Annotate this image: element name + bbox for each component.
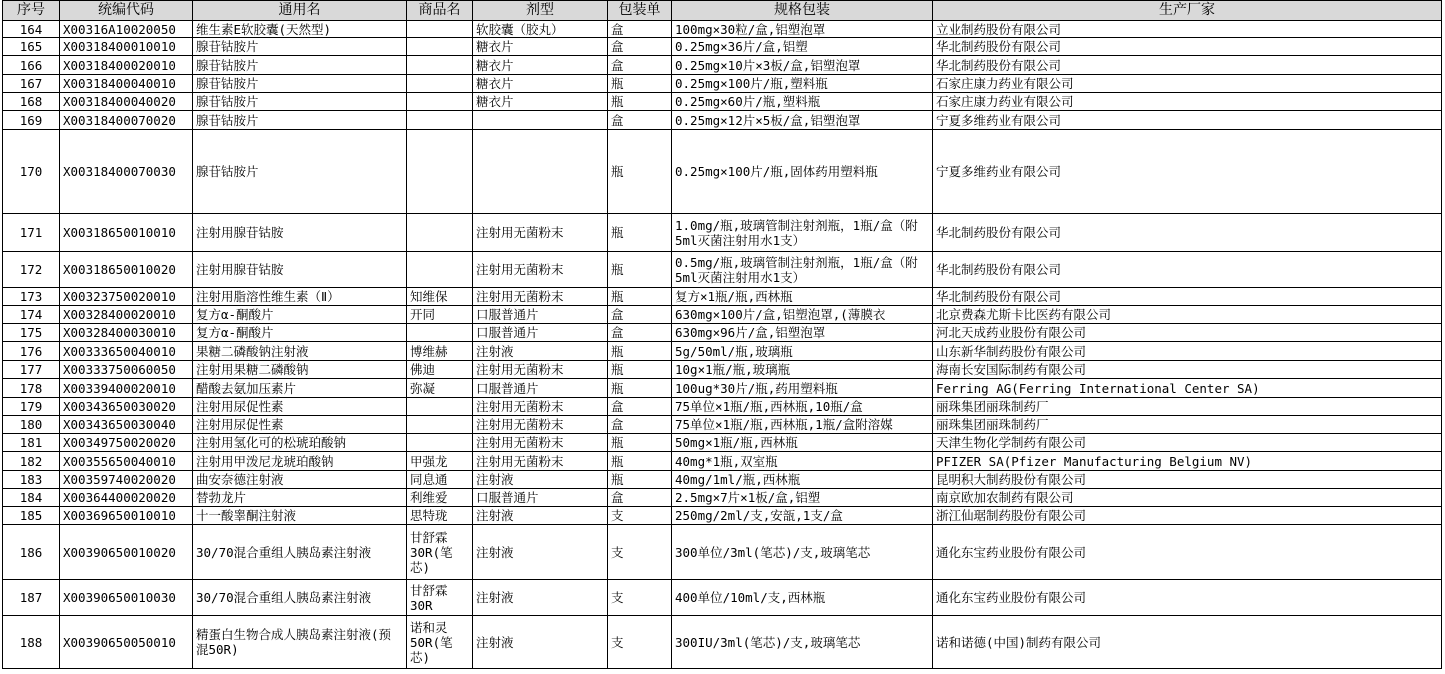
header-row	[3, 1, 1442, 21]
cell-spec-package: 250mg/2ml/支,安瓿,1支/盒	[672, 507, 933, 525]
cell-package-unit: 支	[608, 616, 672, 669]
cell-spec-package: 100mg×30粒/盒,铝塑泡罩	[672, 21, 933, 38]
cell-generic-name: 腺苷钴胺片	[193, 75, 407, 93]
table-row	[3, 214, 1442, 252]
table-row	[3, 471, 1442, 489]
cell-package-unit: 瓶	[608, 288, 672, 306]
cell-spec-package: 0.25mg×100片/瓶,固体药用塑料瓶	[672, 130, 933, 214]
cell-generic-name: 曲安奈德注射液	[193, 471, 407, 489]
cell-manufacturer: 华北制药股份有限公司	[933, 214, 1442, 252]
cell-generic-name: 30/70混合重组人胰岛素注射液	[193, 580, 407, 616]
cell-generic-name: 注射用尿促性素	[193, 416, 407, 434]
cell-manufacturer: 宁夏多维药业有限公司	[933, 130, 1442, 214]
cell-brand-name: 博维赫	[407, 342, 473, 361]
cell-package-unit: 支	[608, 507, 672, 525]
cell-package-unit: 瓶	[608, 361, 672, 379]
cell-unified-code: X00318400070030	[60, 130, 193, 214]
cell-manufacturer: 华北制药股份有限公司	[933, 56, 1442, 75]
cell-serial-no: 179	[3, 398, 60, 416]
cell-unified-code: X00318400070020	[60, 111, 193, 130]
cell-package-unit: 瓶	[608, 434, 672, 452]
cell-unified-code: X00318650010020	[60, 252, 193, 288]
cell-generic-name: 复方α-酮酸片	[193, 306, 407, 324]
header-brand-name: 商品名	[407, 1, 473, 21]
cell-serial-no: 174	[3, 306, 60, 324]
cell-package-unit: 瓶	[608, 93, 672, 111]
cell-serial-no: 172	[3, 252, 60, 288]
cell-serial-no: 181	[3, 434, 60, 452]
table-row	[3, 288, 1442, 306]
cell-package-unit: 支	[608, 580, 672, 616]
cell-dosage-form: 口服普通片	[473, 379, 608, 398]
cell-brand-name	[407, 214, 473, 252]
cell-dosage-form: 注射液	[473, 580, 608, 616]
cell-serial-no: 170	[3, 130, 60, 214]
cell-serial-no: 187	[3, 580, 60, 616]
table-row	[3, 416, 1442, 434]
cell-unified-code: X00364400020020	[60, 489, 193, 507]
cell-generic-name: 腺苷钴胺片	[193, 38, 407, 56]
cell-serial-no: 186	[3, 525, 60, 580]
cell-unified-code: X00390650010020	[60, 525, 193, 580]
table-row	[3, 489, 1442, 507]
cell-spec-package: 10g×1瓶/瓶,玻璃瓶	[672, 361, 933, 379]
cell-serial-no: 180	[3, 416, 60, 434]
cell-manufacturer: 华北制药股份有限公司	[933, 252, 1442, 288]
cell-manufacturer: PFIZER SA(Pfizer Manufacturing Belgium NV)	[933, 452, 1442, 471]
table-row	[3, 130, 1442, 214]
cell-dosage-form: 糖衣片	[473, 38, 608, 56]
cell-manufacturer: 华北制药股份有限公司	[933, 38, 1442, 56]
cell-generic-name: 维生素E软胶囊(天然型)	[193, 21, 407, 38]
cell-spec-package: 5g/50ml/瓶,玻璃瓶	[672, 342, 933, 361]
cell-package-unit: 盒	[608, 398, 672, 416]
cell-spec-package: 75单位×1瓶/瓶,西林瓶,10瓶/盒	[672, 398, 933, 416]
cell-manufacturer: 昆明积大制药股份有限公司	[933, 471, 1442, 489]
cell-package-unit: 盒	[608, 56, 672, 75]
cell-manufacturer: 山东新华制药股份有限公司	[933, 342, 1442, 361]
cell-unified-code: X00333650040010	[60, 342, 193, 361]
cell-dosage-form: 口服普通片	[473, 489, 608, 507]
cell-unified-code: X00318400040020	[60, 93, 193, 111]
cell-brand-name	[407, 324, 473, 342]
cell-package-unit: 盒	[608, 306, 672, 324]
cell-generic-name: 注射用果糖二磷酸钠	[193, 361, 407, 379]
cell-brand-name: 佛迪	[407, 361, 473, 379]
cell-dosage-form: 软胶囊（胶丸）	[473, 21, 608, 38]
cell-unified-code: X00343650030040	[60, 416, 193, 434]
table-row	[3, 21, 1442, 38]
cell-unified-code: X00318400010010	[60, 38, 193, 56]
cell-dosage-form: 注射用无菌粉末	[473, 398, 608, 416]
cell-serial-no: 178	[3, 379, 60, 398]
cell-serial-no: 177	[3, 361, 60, 379]
cell-manufacturer: 南京欧加农制药有限公司	[933, 489, 1442, 507]
cell-brand-name: 甘舒霖30R(笔芯)	[407, 525, 473, 580]
cell-manufacturer: 诺和诺德(中国)制药有限公司	[933, 616, 1442, 669]
cell-manufacturer: 北京费森尤斯卡比医药有限公司	[933, 306, 1442, 324]
cell-spec-package: 75单位×1瓶/瓶,西林瓶,1瓶/盒附溶媒	[672, 416, 933, 434]
cell-spec-package: 0.5mg/瓶,玻璃管制注射剂瓶，1瓶/盒（附5ml灭菌注射用水1支）	[672, 252, 933, 288]
cell-manufacturer: 通化东宝药业股份有限公司	[933, 525, 1442, 580]
cell-package-unit: 瓶	[608, 342, 672, 361]
table-row	[3, 252, 1442, 288]
table-row	[3, 56, 1442, 75]
cell-brand-name	[407, 111, 473, 130]
table-row	[3, 580, 1442, 616]
cell-brand-name	[407, 130, 473, 214]
cell-serial-no: 184	[3, 489, 60, 507]
cell-dosage-form: 注射用无菌粉末	[473, 214, 608, 252]
cell-spec-package: 40mg*1瓶,双室瓶	[672, 452, 933, 471]
header-spec-package: 规格包装	[672, 1, 933, 21]
header-serial-no: 序号	[3, 1, 60, 21]
cell-spec-package: 0.25mg×36片/盒,铝塑	[672, 38, 933, 56]
cell-generic-name: 注射用尿促性素	[193, 398, 407, 416]
cell-dosage-form: 注射用无菌粉末	[473, 434, 608, 452]
cell-serial-no: 164	[3, 21, 60, 38]
cell-spec-package: 400单位/10ml/支,西林瓶	[672, 580, 933, 616]
table-row	[3, 324, 1442, 342]
cell-brand-name	[407, 416, 473, 434]
cell-brand-name	[407, 434, 473, 452]
header-unified-code: 统编代码	[60, 1, 193, 21]
cell-package-unit: 盒	[608, 38, 672, 56]
cell-brand-name	[407, 56, 473, 75]
cell-generic-name: 腺苷钴胺片	[193, 111, 407, 130]
cell-unified-code: X00369650010010	[60, 507, 193, 525]
header-dosage-form: 剂型	[473, 1, 608, 21]
cell-brand-name: 甲强龙	[407, 452, 473, 471]
cell-manufacturer: Ferring AG(Ferring International Center SA)	[933, 379, 1442, 398]
cell-spec-package: 复方×1瓶/瓶,西林瓶	[672, 288, 933, 306]
table-row	[3, 452, 1442, 471]
cell-dosage-form: 注射液	[473, 525, 608, 580]
cell-generic-name: 注射用脂溶性维生素（Ⅱ）	[193, 288, 407, 306]
cell-dosage-form: 注射液	[473, 342, 608, 361]
cell-brand-name	[407, 38, 473, 56]
cell-serial-no: 175	[3, 324, 60, 342]
table-body	[3, 21, 1442, 669]
cell-brand-name: 同息通	[407, 471, 473, 489]
cell-generic-name: 醋酸去氨加压素片	[193, 379, 407, 398]
cell-brand-name: 思特珑	[407, 507, 473, 525]
cell-unified-code: X00316A10020050	[60, 21, 193, 38]
header-package-unit: 包装单	[608, 1, 672, 21]
cell-unified-code: X00318400040010	[60, 75, 193, 93]
table-row	[3, 507, 1442, 525]
cell-brand-name	[407, 252, 473, 288]
cell-manufacturer: 石家庄康力药业有限公司	[933, 93, 1442, 111]
cell-package-unit: 瓶	[608, 379, 672, 398]
cell-generic-name: 十一酸睾酮注射液	[193, 507, 407, 525]
cell-generic-name: 注射用氢化可的松琥珀酸钠	[193, 434, 407, 452]
cell-generic-name: 腺苷钴胺片	[193, 56, 407, 75]
cell-unified-code: X00328400020010	[60, 306, 193, 324]
cell-package-unit: 瓶	[608, 130, 672, 214]
cell-serial-no: 166	[3, 56, 60, 75]
cell-spec-package: 300IU/3ml(笔芯)/支,玻璃笔芯	[672, 616, 933, 669]
table-row	[3, 434, 1442, 452]
cell-spec-package: 300单位/3ml(笔芯)/支,玻璃笔芯	[672, 525, 933, 580]
cell-serial-no: 173	[3, 288, 60, 306]
cell-package-unit: 瓶	[608, 471, 672, 489]
header-manufacturer: 生产厂家	[933, 1, 1442, 21]
cell-generic-name: 复方α-酮酸片	[193, 324, 407, 342]
cell-spec-package: 40mg/1ml/瓶,西林瓶	[672, 471, 933, 489]
cell-brand-name	[407, 93, 473, 111]
cell-package-unit: 盒	[608, 489, 672, 507]
table-row	[3, 93, 1442, 111]
cell-brand-name: 开同	[407, 306, 473, 324]
cell-serial-no: 183	[3, 471, 60, 489]
cell-serial-no: 167	[3, 75, 60, 93]
cell-manufacturer: 天津生物化学制药有限公司	[933, 434, 1442, 452]
header-generic-name: 通用名	[193, 1, 407, 21]
table-row	[3, 306, 1442, 324]
cell-brand-name: 利维爱	[407, 489, 473, 507]
cell-dosage-form: 糖衣片	[473, 56, 608, 75]
cell-dosage-form: 糖衣片	[473, 93, 608, 111]
cell-generic-name: 腺苷钴胺片	[193, 130, 407, 214]
cell-package-unit: 盒	[608, 111, 672, 130]
cell-dosage-form: 注射用无菌粉末	[473, 452, 608, 471]
cell-dosage-form: 注射用无菌粉末	[473, 416, 608, 434]
table-row	[3, 111, 1442, 130]
cell-serial-no: 168	[3, 93, 60, 111]
cell-generic-name: 注射用甲泼尼龙琥珀酸钠	[193, 452, 407, 471]
cell-generic-name: 替勃龙片	[193, 489, 407, 507]
cell-spec-package: 0.25mg×12片×5板/盒,铝塑泡罩	[672, 111, 933, 130]
cell-dosage-form: 口服普通片	[473, 324, 608, 342]
cell-package-unit: 支	[608, 525, 672, 580]
cell-generic-name: 注射用腺苷钴胺	[193, 252, 407, 288]
cell-spec-package: 1.0mg/瓶,玻璃管制注射剂瓶，1瓶/盒（附5ml灭菌注射用水1支）	[672, 214, 933, 252]
cell-dosage-form: 注射液	[473, 616, 608, 669]
cell-dosage-form: 注射用无菌粉末	[473, 361, 608, 379]
cell-dosage-form: 糖衣片	[473, 75, 608, 93]
cell-manufacturer: 浙江仙琚制药股份有限公司	[933, 507, 1442, 525]
table-row	[3, 379, 1442, 398]
cell-unified-code: X00318400020010	[60, 56, 193, 75]
cell-spec-package: 0.25mg×100片/瓶,塑料瓶	[672, 75, 933, 93]
cell-manufacturer: 立业制药股份有限公司	[933, 21, 1442, 38]
cell-brand-name: 甘舒霖30R	[407, 580, 473, 616]
cell-manufacturer: 丽珠集团丽珠制药厂	[933, 398, 1442, 416]
cell-serial-no: 176	[3, 342, 60, 361]
cell-dosage-form: 注射液	[473, 471, 608, 489]
cell-dosage-form: 注射用无菌粉末	[473, 252, 608, 288]
cell-spec-package: 630mg×100片/盒,铝塑泡罩,(薄膜衣	[672, 306, 933, 324]
cell-spec-package: 2.5mg×7片×1板/盒,铝塑	[672, 489, 933, 507]
cell-generic-name: 果糖二磷酸钠注射液	[193, 342, 407, 361]
cell-generic-name: 精蛋白生物合成人胰岛素注射液(预混50R)	[193, 616, 407, 669]
cell-generic-name: 腺苷钴胺片	[193, 93, 407, 111]
cell-serial-no: 188	[3, 616, 60, 669]
cell-serial-no: 169	[3, 111, 60, 130]
cell-manufacturer: 海南长安国际制药有限公司	[933, 361, 1442, 379]
drug-catalog-table	[2, 0, 1442, 669]
table-row	[3, 38, 1442, 56]
cell-serial-no: 182	[3, 452, 60, 471]
cell-unified-code: X00355650040010	[60, 452, 193, 471]
cell-unified-code: X00328400030010	[60, 324, 193, 342]
cell-brand-name: 诺和灵50R(笔芯)	[407, 616, 473, 669]
cell-generic-name: 注射用腺苷钴胺	[193, 214, 407, 252]
cell-unified-code: X00343650030020	[60, 398, 193, 416]
cell-manufacturer: 通化东宝药业股份有限公司	[933, 580, 1442, 616]
cell-spec-package: 630mg×96片/盒,铝塑泡罩	[672, 324, 933, 342]
table-row	[3, 398, 1442, 416]
cell-package-unit: 盒	[608, 416, 672, 434]
cell-spec-package: 100ug*30片/瓶,药用塑料瓶	[672, 379, 933, 398]
cell-unified-code: X00390650010030	[60, 580, 193, 616]
cell-dosage-form: 注射用无菌粉末	[473, 288, 608, 306]
cell-brand-name: 弥凝	[407, 379, 473, 398]
cell-unified-code: X00333750060050	[60, 361, 193, 379]
cell-manufacturer: 河北天成药业股份有限公司	[933, 324, 1442, 342]
cell-package-unit: 瓶	[608, 252, 672, 288]
cell-brand-name: 知维保	[407, 288, 473, 306]
table-row	[3, 525, 1442, 580]
cell-unified-code: X00359740020020	[60, 471, 193, 489]
cell-dosage-form: 注射液	[473, 507, 608, 525]
cell-serial-no: 185	[3, 507, 60, 525]
cell-package-unit: 盒	[608, 324, 672, 342]
cell-manufacturer: 石家庄康力药业有限公司	[933, 75, 1442, 93]
table-row	[3, 75, 1442, 93]
cell-generic-name: 30/70混合重组人胰岛素注射液	[193, 525, 407, 580]
cell-manufacturer: 丽珠集团丽珠制药厂	[933, 416, 1442, 434]
cell-unified-code: X00318650010010	[60, 214, 193, 252]
cell-unified-code: X00323750020010	[60, 288, 193, 306]
cell-unified-code: X00390650050010	[60, 616, 193, 669]
cell-brand-name	[407, 75, 473, 93]
cell-package-unit: 瓶	[608, 214, 672, 252]
table-row	[3, 342, 1442, 361]
cell-serial-no: 165	[3, 38, 60, 56]
cell-brand-name	[407, 398, 473, 416]
cell-spec-package: 0.25mg×10片×3板/盒,铝塑泡罩	[672, 56, 933, 75]
cell-dosage-form	[473, 130, 608, 214]
cell-package-unit: 瓶	[608, 452, 672, 471]
cell-unified-code: X00349750020020	[60, 434, 193, 452]
cell-dosage-form	[473, 111, 608, 130]
cell-brand-name	[407, 21, 473, 38]
table-row	[3, 616, 1442, 669]
cell-spec-package: 0.25mg×60片/瓶,塑料瓶	[672, 93, 933, 111]
cell-dosage-form: 口服普通片	[473, 306, 608, 324]
cell-spec-package: 50mg×1瓶/瓶,西林瓶	[672, 434, 933, 452]
cell-unified-code: X00339400020010	[60, 379, 193, 398]
cell-manufacturer: 宁夏多维药业有限公司	[933, 111, 1442, 130]
cell-package-unit: 瓶	[608, 75, 672, 93]
table-row	[3, 361, 1442, 379]
cell-package-unit: 盒	[608, 21, 672, 38]
cell-manufacturer: 华北制药股份有限公司	[933, 288, 1442, 306]
cell-serial-no: 171	[3, 214, 60, 252]
